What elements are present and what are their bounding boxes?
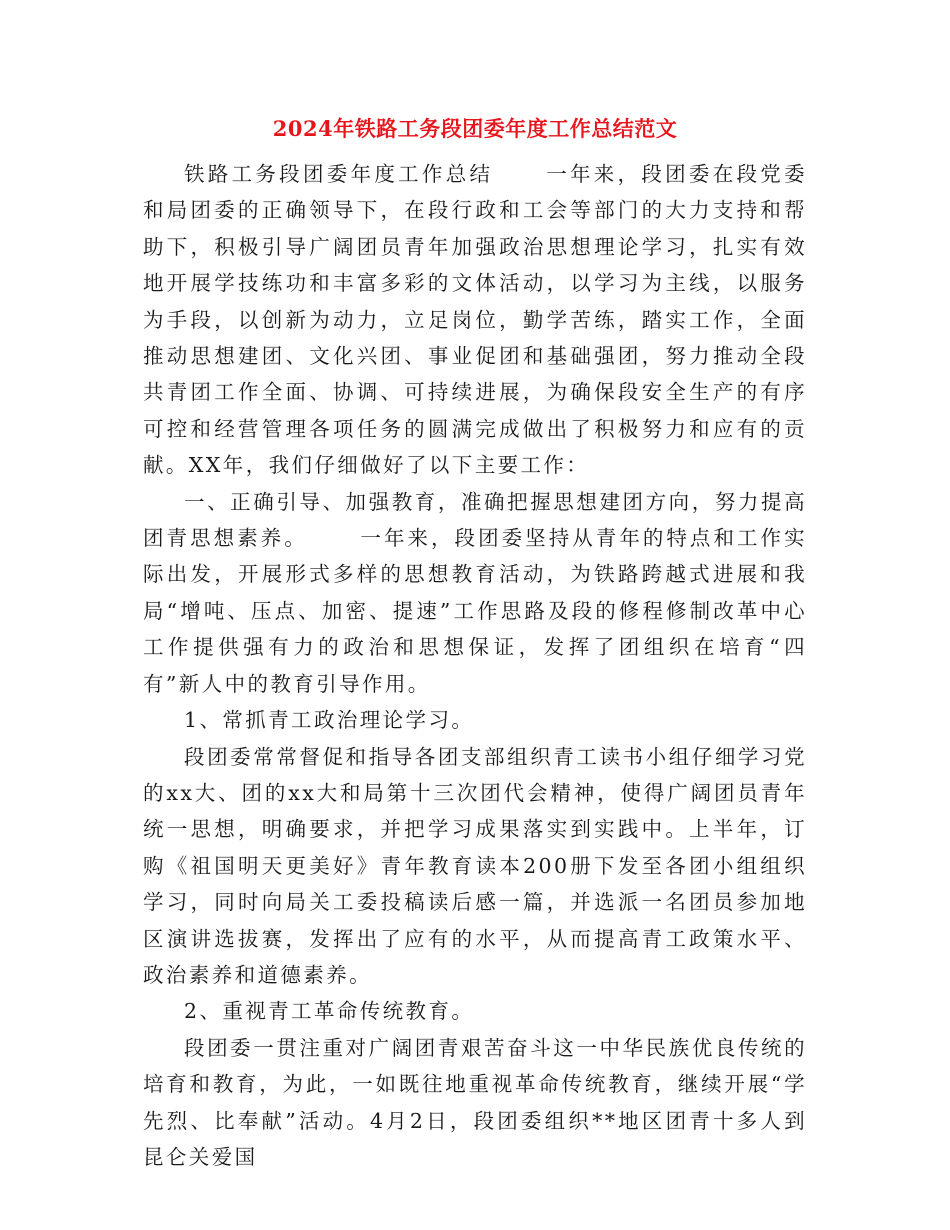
paragraph-revolution-tradition: 段团委一贯注重对广阔团青艰苦奋斗这一中华民族优良传统的培育和教育，为此，一如既往地重视革命传统教育，继续开展“学先烈、比奉献”活动。4月2日，段团委组织**地区团青十多人到昆仑关爱国	[143, 1035, 807, 1169]
paragraph-section-one	[143, 484, 807, 702]
subsection-heading-2: 2、重视青工革命传统教育。	[184, 999, 475, 1024]
paragraph-text: 一年来，段团委坚持从青年的特点和工作实际出发，开展形式多样的思想教育活动，为铁路跨越式进展和我局“增吨、压点、加密、提速”工作思路及段的修程修制改革中心工作提供强有力的政治和思想保证，发挥了团组织在培育“四有”新人中的教育引导作用。	[143, 526, 807, 696]
paragraph-theory-study: 段团委常常督促和指导各团支部组织青工读书小组仔细学习党的xx大、团的xx大和局第十三次团代会精神，使得广阔团员青年统一思想，明确要求，并把学习成果落实到实践中。上半年，订购《祖国明天更美好》青年教育读本200册下发至各团小组组织学习，同时向局关工委投稿读后感一篇，并选派一名团员参加地区演讲选拔赛，发挥出了应有的水平，从而提高青工政策水平、政治素养和道德素养。	[143, 744, 807, 987]
paragraph-summary-intro	[143, 156, 807, 484]
document-body	[143, 156, 807, 1175]
document-title: 2024年铁路工务段团委年度工作总结范文	[272, 116, 678, 141]
paragraph-text: 一年来，段团委在段党委和局团委的正确领导下，在段行政和工会等部门的大力支持和帮助下，积极引导广阔团员青年加强政治思想理论学习，扎实有效地开展学技练功和丰富多彩的文体活动，以学习为主线，以服务为手段，以创新为动力，立足岗位，勤学苦练，踏实工作，全面推动思想建团、文化兴团、事业促团和基础强团，努力推动全段共青团工作全面、协调、可持续进展，为确保段安全生产的有序可控和经营管理各项任务的圆满完成做出了积极努力和应有的贡献。XX年，我们仔细做好了以下主要工作：	[143, 162, 808, 478]
subsection-heading-1: 1、常抓青工政治理论学习。	[184, 708, 475, 733]
section-heading: 一、正确引导、加强教育，准确把握思想建团方向，努力提高团青思想素养。	[143, 489, 807, 551]
paragraph-lead: 铁路工务段团委年度工作总结	[184, 162, 494, 186]
